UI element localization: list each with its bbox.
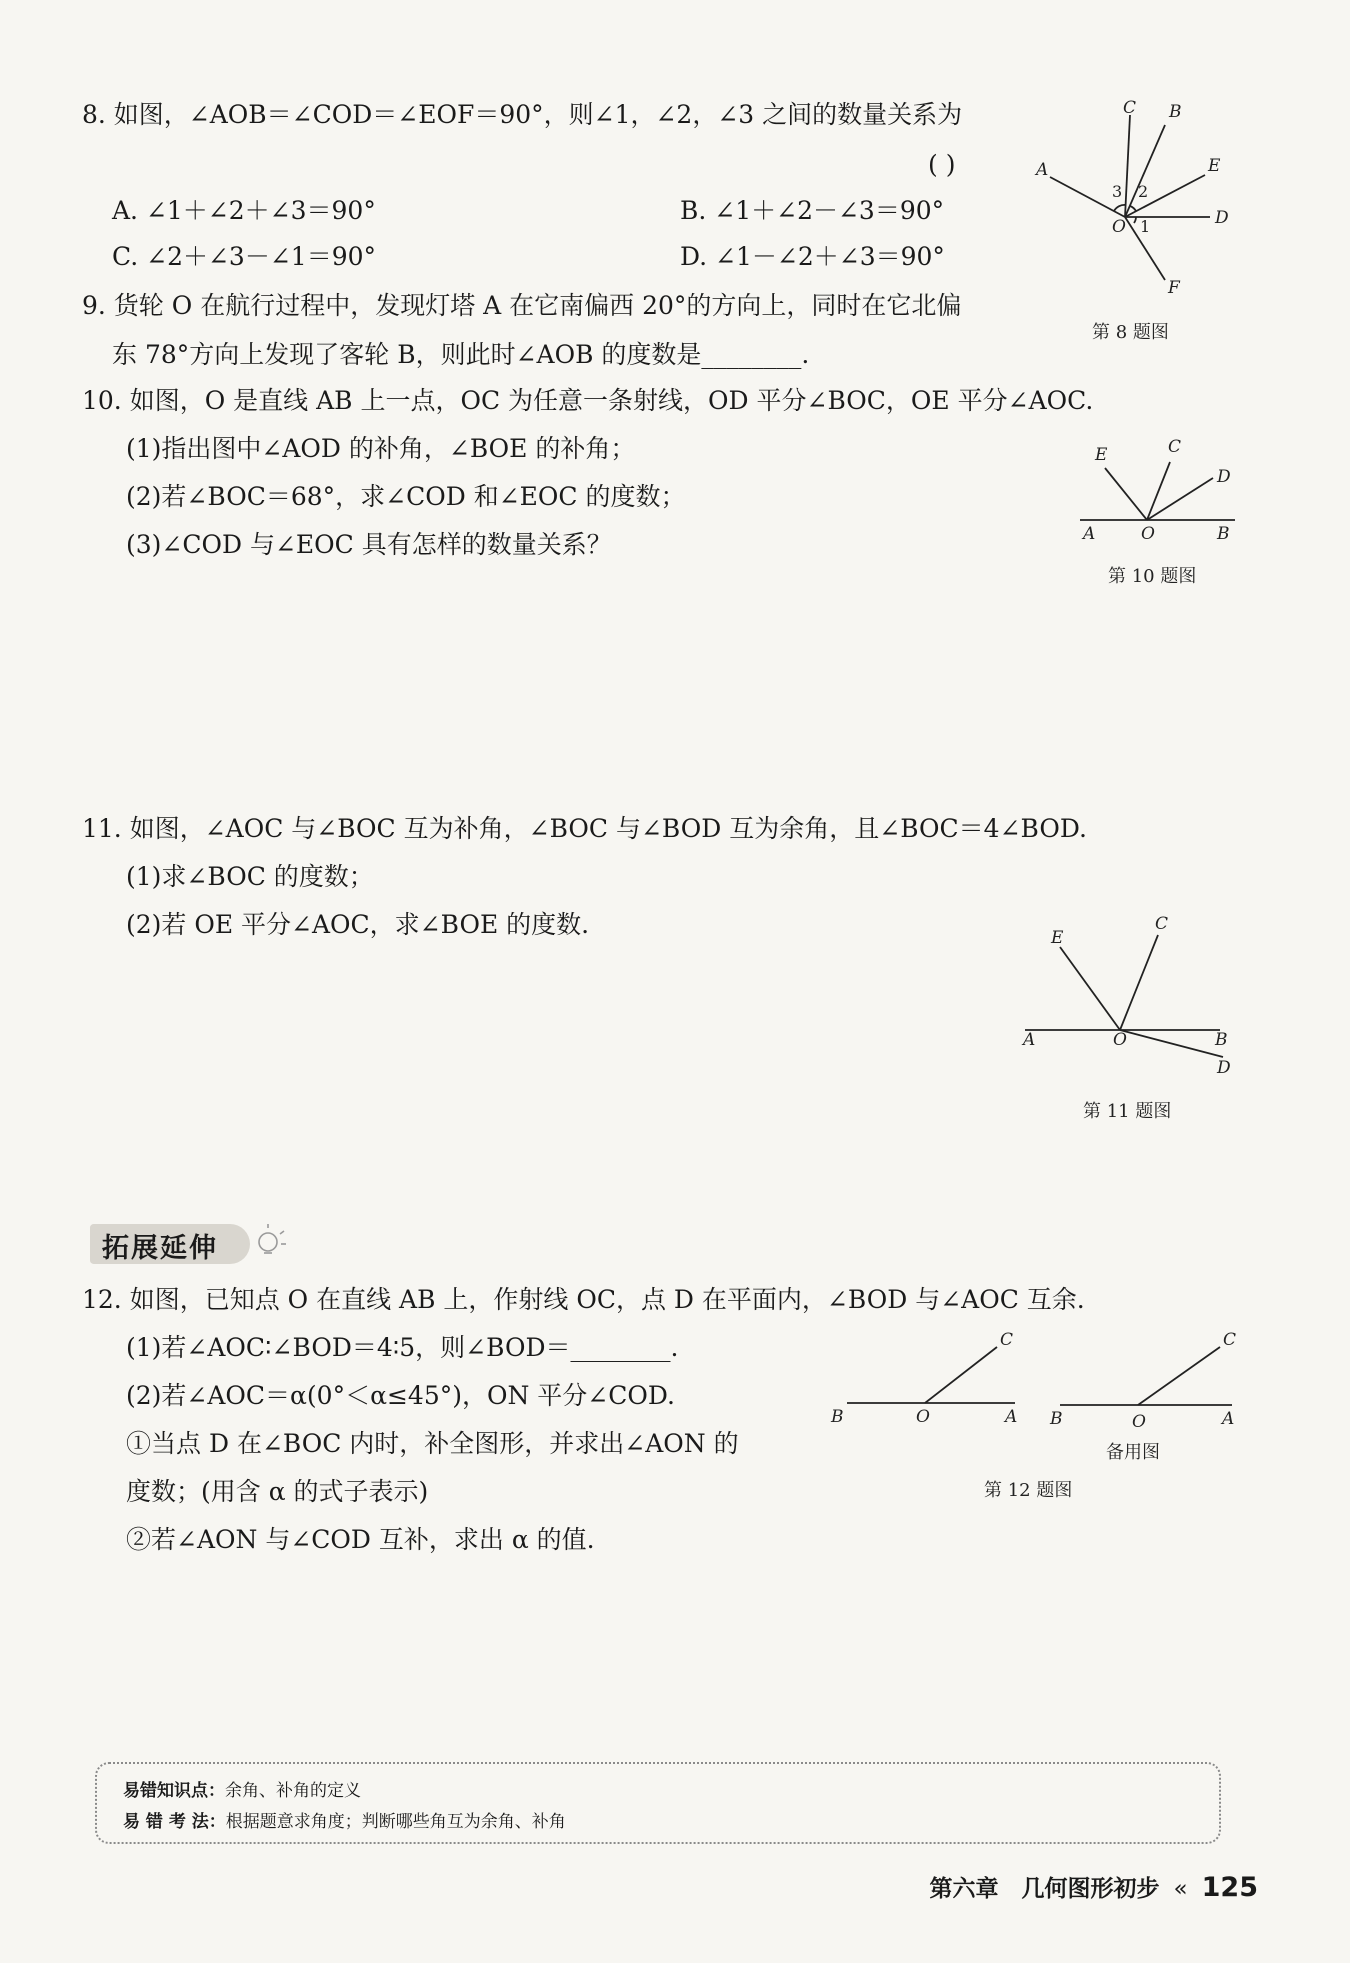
- q12-spare-figure: [1040, 1325, 1245, 1435]
- q8-label-f: F: [1168, 278, 1180, 298]
- q12-stem: 12. 如图，已知点 O 在直线 AB 上，作射线 OC，点 D 在平面内，∠BOD 与∠AOC 互余.: [82, 1285, 1085, 1314]
- q11-label-c: C: [1155, 914, 1169, 934]
- page-footer: [930, 1870, 1258, 1903]
- q10-part3: (3)∠COD 与∠EOC 具有怎样的数量关系？: [126, 530, 612, 559]
- notes-knowledge-row: [123, 1776, 361, 1801]
- q11-label-o: O: [1113, 1030, 1127, 1050]
- notes-method-row: [123, 1807, 566, 1832]
- q12-part2-sub1-line2: 度数；(用含 α 的式子表示): [126, 1477, 429, 1506]
- q12-part2-sub2: ②若∠AON 与∠COD 互补，求出 α 的值.: [126, 1525, 595, 1554]
- q11-label-a: A: [1023, 1030, 1036, 1050]
- q12-spare-label-o: O: [1132, 1412, 1146, 1432]
- q12-spare-label-c: C: [1223, 1330, 1237, 1350]
- q11-label-d: D: [1217, 1058, 1231, 1078]
- q8-option-c: C. ∠2＋∠3－∠1＝90°: [112, 242, 377, 271]
- q10-label-e: E: [1095, 445, 1108, 465]
- q8-option-b: B. ∠1＋∠2－∠3＝90°: [680, 196, 945, 225]
- q8-figure-caption: 第 8 题图: [1092, 322, 1169, 343]
- q10-label-d: D: [1217, 467, 1231, 487]
- q9-line1: 9. 货轮 O 在航行过程中，发现灯塔 A 在它南偏西 20°的方向上，同时在它北偏: [82, 291, 962, 320]
- q10-part2: (2)若∠BOC＝68°，求∠COD 和∠EOC 的度数；: [126, 482, 686, 511]
- q12-spare-label-b: B: [1050, 1409, 1063, 1429]
- q11-figure-caption: 第 11 题图: [1083, 1101, 1172, 1122]
- q8-label-3: 3: [1112, 182, 1123, 201]
- q10-figure: [1075, 430, 1245, 545]
- q10-stem: 10. 如图，O 是直线 AB 上一点，OC 为任意一条射线，OD 平分∠BOC，OE 平分∠AOC.: [82, 386, 1094, 415]
- section-extension-badge: [90, 1218, 290, 1268]
- q8-figure: [1030, 95, 1260, 305]
- lightbulb-icon: [250, 1222, 290, 1262]
- q8-label-d: D: [1215, 208, 1229, 228]
- q8-label-2: 2: [1138, 182, 1149, 201]
- double-chevron-icon: «: [1173, 1876, 1188, 1902]
- q10-label-o: O: [1141, 524, 1155, 544]
- q12-spare-caption: 备用图: [1106, 1442, 1160, 1463]
- q8-option-d: D. ∠1－∠2＋∠3＝90°: [680, 242, 945, 271]
- section-title: 拓展延伸: [102, 1233, 218, 1264]
- q12-label-b: B: [831, 1407, 844, 1427]
- error-prone-notes-box: [95, 1762, 1221, 1844]
- notes-knowledge-text: 余角、补角的定义: [225, 1781, 361, 1801]
- q8-label-o: O: [1112, 217, 1126, 237]
- q8-answer-paren: ( ): [928, 150, 956, 179]
- notes-method-label: 易 错 考 法：: [123, 1812, 226, 1832]
- q10-label-b: B: [1217, 524, 1230, 544]
- q10-part1: (1)指出图中∠AOD 的补角，∠BOE 的补角；: [126, 434, 636, 463]
- q8-label-e: E: [1208, 156, 1221, 176]
- q12-part2-sub1-line1: ①当点 D 在∠BOC 内时，补全图形，并求出∠AON 的: [126, 1429, 739, 1458]
- q12-label-a: A: [1005, 1407, 1018, 1427]
- q8-label-c: C: [1123, 98, 1137, 118]
- q12-figure-caption: 第 12 题图: [984, 1480, 1073, 1501]
- chapter-title: 第六章 几何图形初步: [929, 1876, 1160, 1902]
- q8-label-1: 1: [1140, 217, 1151, 236]
- q8-label-a: A: [1036, 160, 1049, 180]
- q11-figure: [1015, 905, 1245, 1085]
- q10-label-a: A: [1083, 524, 1096, 544]
- q12-part1: (1)若∠AOC∶∠BOD＝4∶5，则∠BOD＝________.: [126, 1333, 679, 1362]
- q11-stem: 11. 如图，∠AOC 与∠BOC 互为补角，∠BOC 与∠BOD 互为余角，且∠BOC＝4∠BOD.: [82, 814, 1087, 843]
- q11-label-b: B: [1215, 1030, 1228, 1050]
- q12-figure: [825, 1325, 1025, 1435]
- q10-figure-caption: 第 10 题图: [1108, 566, 1197, 587]
- q8-label-b: B: [1169, 102, 1182, 122]
- q11-part1: (1)求∠BOC 的度数；: [126, 862, 374, 891]
- notes-method-text: 根据题意求角度；判断哪些角互为余角、补角: [225, 1812, 566, 1832]
- notes-knowledge-label: 易错知识点：: [123, 1781, 225, 1801]
- q12-label-o: O: [916, 1407, 930, 1427]
- q11-part2: (2)若 OE 平分∠AOC，求∠BOE 的度数.: [126, 910, 590, 939]
- q8-option-a: A. ∠1＋∠2＋∠3＝90°: [112, 196, 376, 225]
- q11-label-e: E: [1051, 928, 1064, 948]
- q10-label-c: C: [1168, 437, 1182, 457]
- q9-line2: 东 78°方向上发现了客轮 B，则此时∠AOB 的度数是________.: [112, 340, 810, 369]
- q12-part2: (2)若∠AOC＝α(0°＜α≤45°)，ON 平分∠COD.: [126, 1381, 675, 1410]
- q12-label-c: C: [1000, 1330, 1014, 1350]
- q8-stem: 8. 如图，∠AOB＝∠COD＝∠EOF＝90°，则∠1，∠2，∠3 之间的数量关系为: [82, 100, 963, 129]
- page-number: 125: [1201, 1872, 1258, 1903]
- q12-spare-label-a: A: [1222, 1409, 1235, 1429]
